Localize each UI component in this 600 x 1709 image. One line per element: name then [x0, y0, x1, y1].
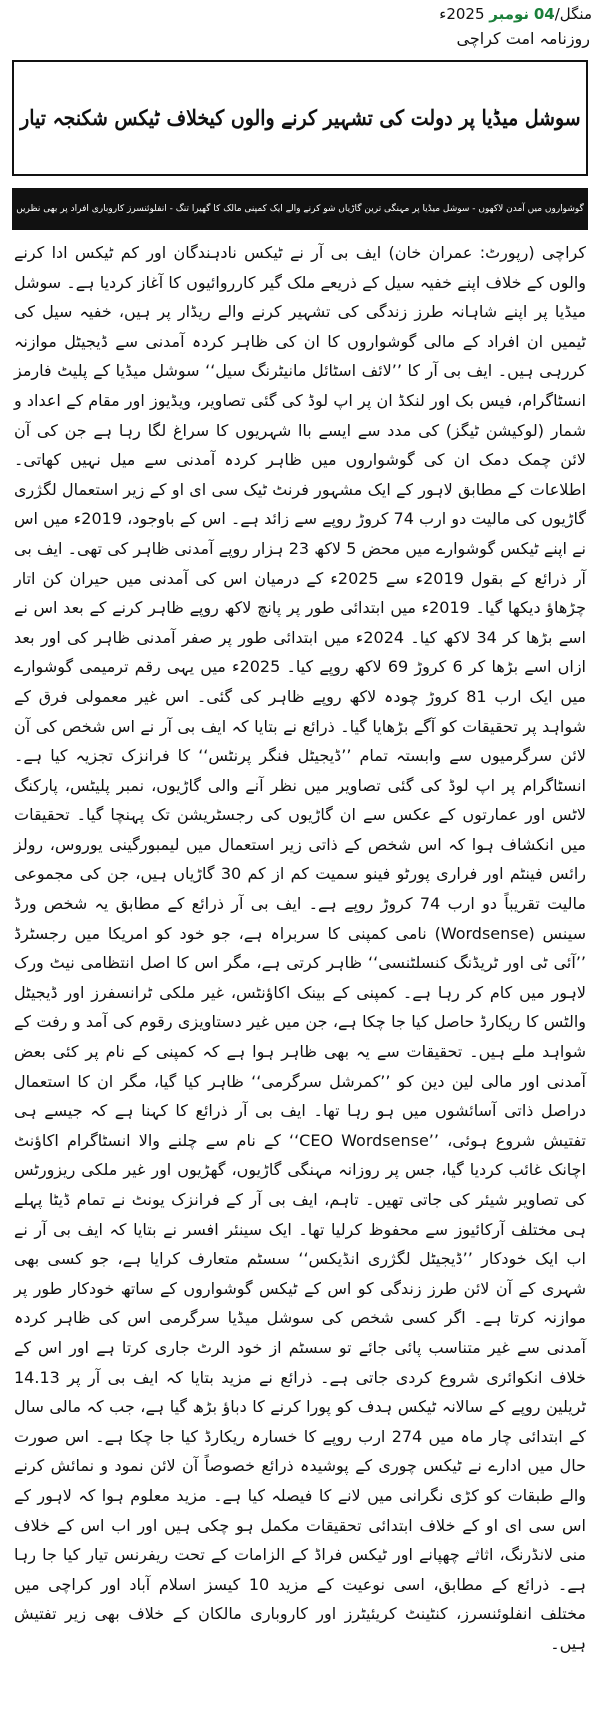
- headline-box: [12, 60, 588, 176]
- headline: سوشل میڈیا پر دولت کی تشہیر کرنے والوں کیخلاف ٹیکس شکنجہ تیار: [19, 105, 581, 130]
- subheadline-strip: گوشواروں میں آمدن لاکھوں - سوشل میڈیا پر مہنگی ترین گاڑیاں شو کرنے والے ایک کمپنی مالک کا گھیرا تنگ - انفلوئنسرز کاروباری افراد پر بھی نظریں: [12, 188, 588, 230]
- dateline-month: نومبر: [489, 5, 530, 23]
- article-paragraph: کراچی (رپورٹ: عمران خان) ایف بی آر نے ٹیکس نادہندگان اور کم ٹیکس ادا کرنے والوں کے خلاف اپنے خفیہ سیل کے ذریعے ملک گیر کارروائیوں کا آغاز کردیا ہے۔ سوشل میڈیا پر اپنے شاہانہ طرز زندگی کی تشہیر کرنے والے ریڈار پر ہیں، خفیہ سیل کی ٹیمیں ان افراد کے مالی گوشواروں کا ان کی ظاہر کردہ آمدنی سے ڈیجیٹل موازنہ کررہی ہیں۔ ایف بی آر کا ’’لائف اسٹائل مانیٹرنگ سیل‘‘ سوشل میڈیا کے پلیٹ فارمز انسٹاگرام، فیس بک اور لنکڈ ان پر اپ لوڈ کی گئی تصاویر، ویڈیوز اور مقام کے اعداد و شمار (لوکیشن ٹیگز) کی مدد سے ایسے باا شہریوں کا سراغ لگا رہا ہے جن کی آن لائن چمک دمک ان کی گوشواروں میں ظاہر کردہ آمدنی سے میل نہیں کھاتی۔ اطلاعات کے مطابق لاہور کے ایک مشہور فرنٹ ٹیک سی ای او کے زیر استعمال لگژری گاڑیوں کی مالیت دو ارب 74 کروڑ روپے سے زائد ہے۔ اس کے باوجود، 2019ء میں اس نے اپنے ٹیکس گوشوارے میں محض 5 لاکھ 23 ہزار روپے آمدنی ظاہر کی تھی۔ ایف بی آر ذرائع کے بقول 2019ء سے 2025ء کے درمیان اس کی آمدنی میں حیران کن اتار چڑھاؤ دیکھا گیا۔ 2019ء میں ابتدائی طور پر پانچ لاکھ روپے ظاہر کرنے کے بعد اس نے اسے بڑھا کر 34 لاکھ کیا۔ 2024ء میں ابتدائی طور پر صفر آمدنی ظاہر کی اور بعد ازاں اسے بڑھا کر 6 کروڑ 69 لاکھ روپے کیا۔ 2025ء میں یہی رقم ترمیمی گوشوارے میں ایک ارب 81 کروڑ چودہ لاکھ روپے ظاہر کی گئی۔ اس غیر معمولی فرق کے شواہد پر تحقیقات کو آگے بڑھایا گیا۔ ذرائع نے بتایا کہ ایف بی آر نے اس شخص کی آن لائن سرگرمیوں سے وابستہ تمام ’’ڈیجیٹل فنگر پرنٹس‘‘ کا فرانزک تجزیہ کیا ہے۔ انسٹاگرام پر اپ لوڈ کی گئی تصاویر میں نظر آنے والی گاڑیوں، نمبر پلیٹس، پارکنگ لاٹس اور عمارتوں کے عکس سے ان گاڑیوں کی رجسٹریشن تک پہنچا گیا۔ تحقیقات میں انکشاف ہوا کہ اس شخص کے ذاتی زیر استعمال میں لیمبورگینی یوروس، رولز رائس فینٹم اور فراری پورٹو فینو سمیت کم از کم 30 گاڑیاں ہیں، جن کی مجموعی مالیت تقریباً دو ارب 74 کروڑ روپے ہے۔ ایف بی آر ذرائع کے مطابق یہ شخص ورڈ سینس (Wordsense) نامی کمپنی کا سربراہ ہے، جو خود کو امریکا میں رجسٹرڈ ’’آئی ٹی اور ٹریڈنگ کنسلٹنسی‘‘ ظاہر کرتی ہے، مگر اس کا اصل انتظامی نیٹ ورک لاہور میں کام کر رہا ہے۔ کمپنی کے بینک اکاؤنٹس، غیر ملکی ٹرانسفرز اور ڈیجیٹل والٹس کا ریکارڈ حاصل کیا جا چکا ہے، جن میں غیر دستاویزی رقوم کی آمد و رفت کے شواہد ملے ہیں۔ تحقیقات سے یہ بھی ظاہر ہوا ہے کہ کمپنی کے نام پر کئی بعض آمدنی اور مالی لین دین کو ’’کمرشل سرگرمی‘‘ ظاہر کیا گیا، مگر ان کا استعمال دراصل ذاتی آسائشوں میں ہو رہا تھا۔ ایف بی آر ذرائع کا کہنا ہے کہ جیسے ہی تفتیش شروع ہوئی، ’’CEO Wordsense‘‘ کے نام سے چلنے والا انسٹاگرام اکاؤنٹ اچانک غائب کردیا گیا، جس پر روزانہ مہنگی گاڑیوں، گھڑیوں اور غیر ملکی ریزورٹس کی تصاویر شیئر کی جاتی تھیں۔ تاہم، ایف بی آر کے فرانزک یونٹ نے تمام ڈیٹا پہلے ہی مختلف آرکائیوز سے محفوظ کرلیا تھا۔ ایک سینئر افسر نے بتایا کہ ایف بی آر نے اب ایک خودکار ’’ڈیجیٹل لگژری انڈیکس‘‘ سسٹم متعارف کرایا ہے، جو کسی بھی شہری کے آن لائن طرز زندگی کو اس کے ٹیکس گوشواروں کے ساتھ خودکار طور پر موازنہ کرتا ہے۔ اگر کسی شخص کی سوشل میڈیا سرگرمی اس کی ظاہر کردہ آمدنی سے غیر متناسب پائی جائے تو سسٹم از خود الرٹ جاری کرتا ہے اور اس کے خلاف انکوائری شروع کردی جاتی ہے۔ ذرائع نے مزید بتایا کہ ایف بی آر پر 14.13 ٹریلین روپے کے سالانہ ٹیکس ہدف کو پورا کرنے کا دباؤ بڑھ گیا ہے، جب کہ مالی سال کے ابتدائی چار ماہ میں 274 ارب روپے کا خسارہ ریکارڈ کیا جا چکا ہے۔ اس صورت حال میں ادارے نے ٹیکس چوری کے پوشیدہ ذرائع خصوصاً آن لائن نمود و نمائش کرنے والے طبقات کو کڑی نگرانی میں لانے کا فیصلہ کیا ہے۔ مزید معلوم ہوا کہ لاہور کے اس سی ای او کے خلاف ابتدائی تحقیقات مکمل ہو چکی ہیں اور اب اس کے خلاف منی لانڈرنگ، اثاثے چھپانے اور ٹیکس فراڈ کے الزامات کے تحت ریفرنس تیار کیا جا رہا ہے۔ ذرائع کے مطابق، اسی نوعیت کے مزید 10 کیسز اسلام آباد اور کراچی میں مختلف انفلوئنسرز، کنٹینٹ کریئیٹرز اور کاروباری مالکان کے خلاف بھی زیر تفتیش ہیں۔: [14, 243, 587, 1653]
- dateline-date-day: 04: [533, 5, 555, 23]
- newspaper-name: روزنامہ امت کراچی: [456, 29, 590, 48]
- dateline-year: 2025ء: [439, 5, 485, 23]
- dateline: منگل/04 نومبر 2025ء: [439, 5, 592, 23]
- article-body: [14, 238, 586, 1659]
- dateline-day: منگل: [559, 5, 592, 23]
